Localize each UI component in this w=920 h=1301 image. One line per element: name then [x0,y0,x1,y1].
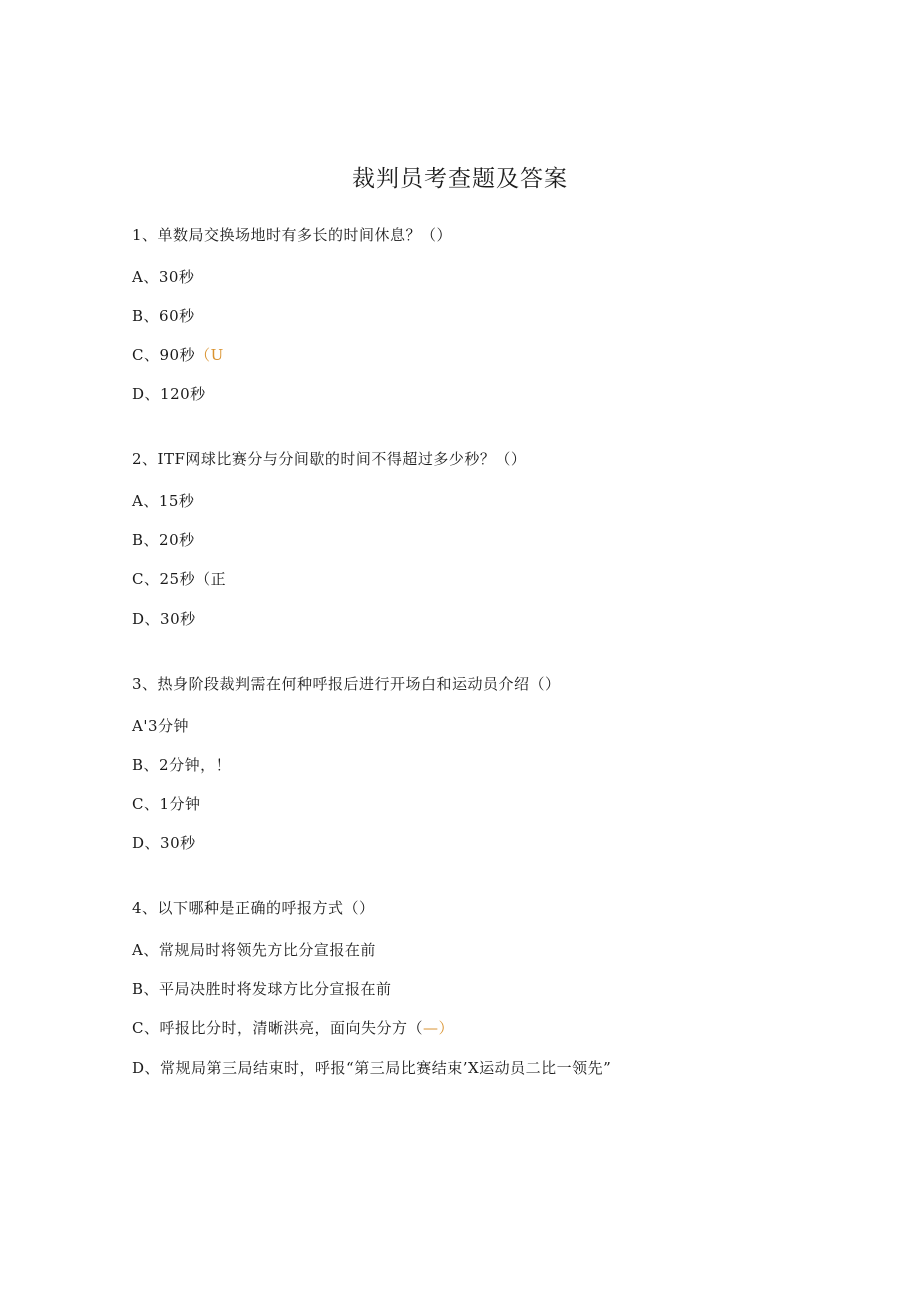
question-3-option-b: B、2分钟，！ [132,756,232,774]
question-2-option-a: A、15秒 [132,492,195,510]
question-2-option-d: D、30秒 [132,610,196,628]
question-4-option-c: C、呼报比分时，清晰洪亮，面向失分方（ [132,1019,423,1037]
question-4-option-d: D、常规局第三局结束时，呼报“第三局比赛结束’X运动员二比一领先” [132,1059,612,1077]
question-4-option-b: B、平局决胜时将发球方比分宣报在前 [132,980,392,998]
question-3-option-c: C、1分钟 [132,795,201,813]
question-3-option-d: D、30秒 [132,834,196,852]
question-4-option-a: A、常规局时将领先方比分宣报在前 [132,941,376,959]
question-1-option-c: C、90秒 [132,346,196,364]
question-3-stem: 3、热身阶段裁判需在何种呼报后进行开场白和运动员介绍（） [132,675,561,693]
question-3-option-a: A'3分钟 [132,717,189,735]
question-1-option-a: A、30秒 [132,268,195,286]
question-1-answer-mark: （U [195,346,224,364]
question-1-option-b: B、60秒 [132,307,195,325]
question-1-stem: 1、单数局交换场地时有多长的时间休息？（） [132,226,453,244]
question-4-stem: 4、以下哪种是正确的呼报方式（） [132,899,375,917]
question-2-option-b: B、20秒 [132,531,195,549]
question-1-option-d: D、120秒 [132,385,206,403]
question-2-option-c: C、25秒（正 [132,570,227,588]
question-4-option-c-row [132,1017,454,1039]
question-2-stem: 2、ITF网球比赛分与分间歇的时间不得超过多少秒？（） [132,450,527,468]
document-title: 裁判员考查题及答案 [352,166,568,192]
question-1-option-c-row [132,344,224,366]
question-4-answer-mark: —） [422,1019,454,1037]
